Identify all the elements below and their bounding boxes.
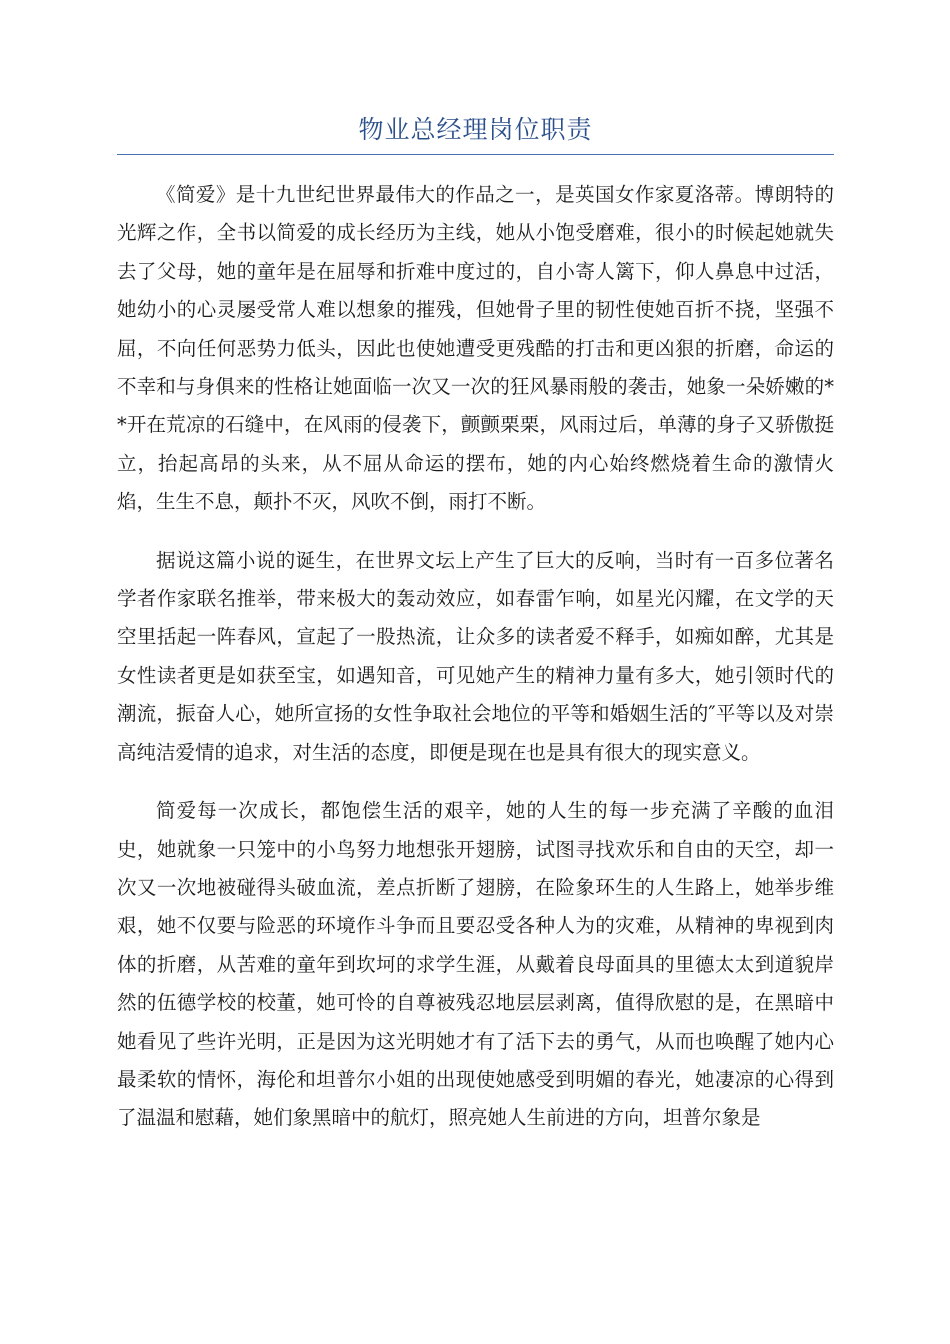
paragraph-1: 《简爱》是十九世纪世界最伟大的作品之一，是英国女作家夏洛蒂。博朗特的光辉之作，全书以简爱的成长经历为主线，她从小饱受磨难，很小的时候起她就失去了父母，她的童年是在屈辱和折难中度过的，自小寄人篱下，仰人鼻息中过活，她幼小的心灵屡受常人难以想象的摧残，但她骨子里的韧性使她百折不挠，坚强不屈，不向任何恶势力低头，因此也使她遭受更残酷的打击和更凶狠的折磨，命运的不幸和与身俱来的性格让她面临一次又一次的狂风暴雨般的袭击，她象一朵娇嫩的**开在荒凉的石缝中，在风雨的侵袭下，颤颤栗栗，风雨过后，单薄的身子又骄傲挺立，抬起高昂的头来，从不屈从命运的摆布，她的内心始终燃烧着生命的激情火焰，生生不息，颠扑不灭，风吹不倒，雨打不断。 — [117, 183, 834, 514]
paragraph-2: 据说这篇小说的诞生，在世界文坛上产生了巨大的反响，当时有一百多位著名学者作家联名推举，带来极大的轰动效应，如春雷乍响，如星光闪耀，在文学的天空里括起一阵春风，宣起了一股热流，让众多的读者爱不释手，如痴如醉，尤其是女性读者更是如获至宝，如遇知音，可见她产生的精神力量有多大，她引领时代的潮流，振奋人心，她所宣扬的女性争取社会地位的平等和婚姻生活的″平等以及对崇高纯洁爱情的追求，对生活的态度，即便是现在也是具有很大的现实意义。 — [117, 548, 834, 764]
page-title: 物业总经理岗位职责 — [358, 115, 593, 144]
paragraph-3: 简爱每一次成长，都饱偿生活的艰辛，她的人生的每一步充满了辛酸的血泪史，她就象一只笼中的小鸟努力地想张开翅膀，试图寻找欢乐和自由的天空，却一次又一次地被碰得头破血流，差点折断了翅膀，在险象环生的人生路上，她举步维艰，她不仅要与险恶的环境作斗争而且要忍受各种人为的灾难，从精神的卑视到肉体的折磨，从苦难的童年到坎坷的求学生涯，从戴着良母面具的里德太太到道貌岸然的伍德学校的校董，她可怜的自尊被残忍地层层剥离，值得欣慰的是，在黑暗中她看见了些许光明，正是因为这光明她才有了活下去的勇气，从而也唤醒了她内心最柔软的情怀，海伦和坦普尔小姐的出现使她感受到明媚的春光，她凄凉的心得到了温温和慰藉，她们象黑暗中的航灯，照亮她人生前进的方向，坦普尔象是 — [117, 799, 834, 1130]
title-underline — [117, 154, 834, 155]
document-body — [117, 176, 834, 1158]
